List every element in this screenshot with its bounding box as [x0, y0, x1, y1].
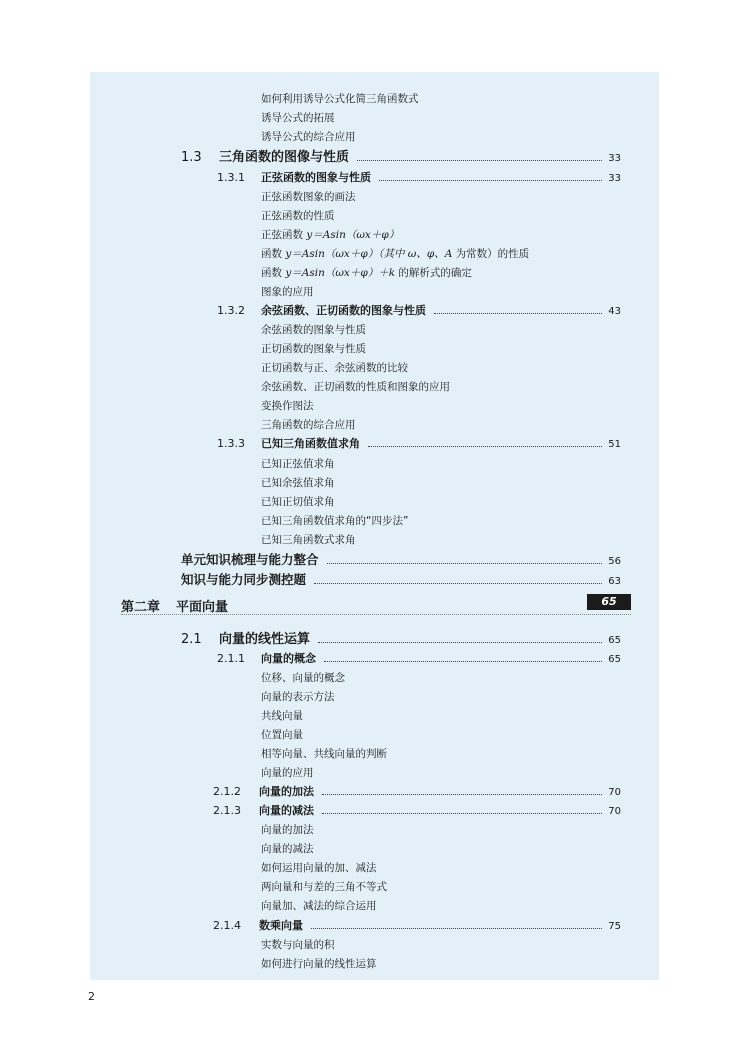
divider [121, 614, 631, 615]
toc-item[interactable]: 正切函数与正、余弦函数的比较 [261, 362, 408, 374]
toc-item[interactable]: 向量的加法 [261, 824, 314, 836]
toc-item[interactable]: 如何利用诱导公式化简三角函数式 [261, 93, 419, 105]
page-number: 65 [608, 635, 621, 646]
chapter-label: 第二章 [121, 600, 161, 615]
item-text: 的解析式的确定 [398, 267, 472, 279]
section-number: 2.1.2 [213, 785, 241, 798]
section-title: 向量的概念 [261, 652, 316, 665]
toc-item[interactable]: 已知正切值求角 [261, 496, 335, 508]
section-title: 余弦函数、正切函数的图象与性质 [261, 304, 426, 317]
section-title: 知识与能力同步测控题 [181, 572, 307, 587]
section-number: 2.1.4 [213, 919, 241, 932]
page-number: 51 [608, 439, 621, 450]
chapter-heading [121, 596, 244, 615]
toc-item[interactable]: 位移、向量的概念 [261, 672, 345, 684]
page-number: 56 [608, 556, 621, 567]
toc-item[interactable]: 相等向量、共线向量的判断 [261, 748, 387, 760]
toc-item[interactable]: 图象的应用 [261, 286, 314, 298]
toc-item[interactable] [261, 249, 529, 260]
toc-section-1-3-1[interactable] [217, 172, 621, 184]
page-number-footer: 2 [88, 990, 95, 1003]
item-text: 为常数）的性质 [455, 248, 530, 260]
toc-item[interactable]: 实数与向量的积 [261, 939, 335, 951]
toc-item[interactable]: 正弦函数的性质 [261, 210, 335, 222]
leader-dots [314, 583, 602, 584]
toc-item[interactable]: 两向量和与差的三角不等式 [261, 881, 387, 893]
toc-section-2-1-3[interactable] [213, 805, 621, 817]
leader-dots [327, 563, 603, 564]
toc-section-1-3-2[interactable] [217, 305, 621, 317]
toc-item[interactable]: 诱导公式的拓展 [261, 112, 335, 124]
toc-unit-review[interactable] [181, 554, 621, 567]
toc-item[interactable]: 向量的应用 [261, 767, 314, 779]
toc-item[interactable]: 诱导公式的综合应用 [261, 131, 356, 143]
page-number: 33 [608, 153, 621, 164]
toc-item[interactable]: 变换作图法 [261, 400, 314, 412]
toc-item[interactable]: 位置向量 [261, 729, 303, 741]
section-number: 2.1 [181, 632, 202, 647]
toc-chapter-2[interactable] [121, 594, 631, 615]
toc-item[interactable]: 如何进行向量的线性运算 [261, 958, 377, 970]
toc-item[interactable]: 向量的表示方法 [261, 691, 335, 703]
toc-section-2-1[interactable] [181, 633, 621, 646]
page-number: 33 [608, 173, 621, 184]
leader-dots [318, 642, 602, 643]
toc-item[interactable]: 正切函数的图象与性质 [261, 343, 366, 355]
leader-dots [357, 160, 602, 161]
page-number: 65 [608, 654, 621, 665]
section-number: 1.3 [181, 150, 202, 165]
section-number: 1.3.3 [217, 437, 245, 450]
section-number: 2.1.1 [217, 652, 245, 665]
leader-dots [322, 813, 602, 814]
section-title: 正弦函数的图象与性质 [261, 171, 371, 184]
page-number: 70 [608, 806, 621, 817]
toc-section-2-1-2[interactable] [213, 786, 621, 798]
toc-item[interactable]: 已知三角函数值求角的“四步法” [261, 515, 409, 527]
toc-item[interactable]: 余弦函数、正切函数的性质和图象的应用 [261, 381, 450, 393]
section-title: 已知三角函数值求角 [261, 437, 360, 450]
toc-item[interactable]: 余弦函数的图象与性质 [261, 324, 366, 336]
leader-dots [324, 661, 602, 662]
formula: y＝Asin（ωx＋φ）（其中 ω、φ、A [285, 248, 453, 260]
toc-item[interactable]: 已知余弦值求角 [261, 477, 335, 489]
toc-section-2-1-4[interactable] [213, 920, 621, 932]
toc-item[interactable]: 正弦函数图象的画法 [261, 191, 356, 203]
section-title: 向量的减法 [259, 804, 314, 817]
leader-dots [434, 313, 602, 314]
toc-section-2-1-1[interactable] [217, 653, 621, 665]
toc-item[interactable] [261, 268, 472, 279]
toc-section-1-3[interactable] [181, 151, 621, 164]
page-number: 70 [608, 787, 621, 798]
toc-item[interactable]: 三角函数的综合应用 [261, 419, 356, 431]
section-title: 三角函数的图像与性质 [219, 150, 350, 165]
section-title: 单元知识梳理与能力整合 [181, 552, 319, 567]
toc-item[interactable]: 如何运用向量的加、减法 [261, 862, 377, 874]
item-text: 正弦函数 [261, 229, 303, 241]
item-text: 函数 [261, 248, 282, 260]
leader-dots [368, 446, 602, 447]
toc-item[interactable]: 向量的减法 [261, 843, 314, 855]
section-title: 向量的线性运算 [219, 632, 311, 647]
toc-item[interactable]: 向量加、减法的综合运用 [261, 900, 377, 912]
page-number: 63 [608, 576, 621, 587]
page-number: 43 [608, 306, 621, 317]
toc-section-1-3-3[interactable] [217, 438, 621, 450]
section-title: 数乘向量 [259, 919, 303, 932]
page-number: 75 [608, 921, 621, 932]
leader-dots [379, 180, 602, 181]
toc-item[interactable]: 已知三角函数式求角 [261, 534, 356, 546]
section-title: 向量的加法 [259, 785, 314, 798]
chapter-title: 平面向量 [176, 600, 229, 615]
section-number: 1.3.2 [217, 304, 245, 317]
formula: y＝Asin（ωx＋φ）＋k [285, 267, 396, 279]
toc-item[interactable] [261, 230, 399, 241]
section-number: 2.1.3 [213, 804, 241, 817]
section-number: 1.3.1 [217, 171, 245, 184]
toc-unit-test[interactable] [181, 574, 621, 587]
leader-dots [311, 928, 602, 929]
item-text: 函数 [261, 267, 282, 279]
chapter-page-badge: 65 [587, 594, 631, 610]
leader-dots [322, 794, 602, 795]
toc-item[interactable]: 共线向量 [261, 710, 303, 722]
toc-item[interactable]: 已知正弦值求角 [261, 458, 335, 470]
formula: y＝Asin（ωx＋φ） [306, 229, 400, 241]
